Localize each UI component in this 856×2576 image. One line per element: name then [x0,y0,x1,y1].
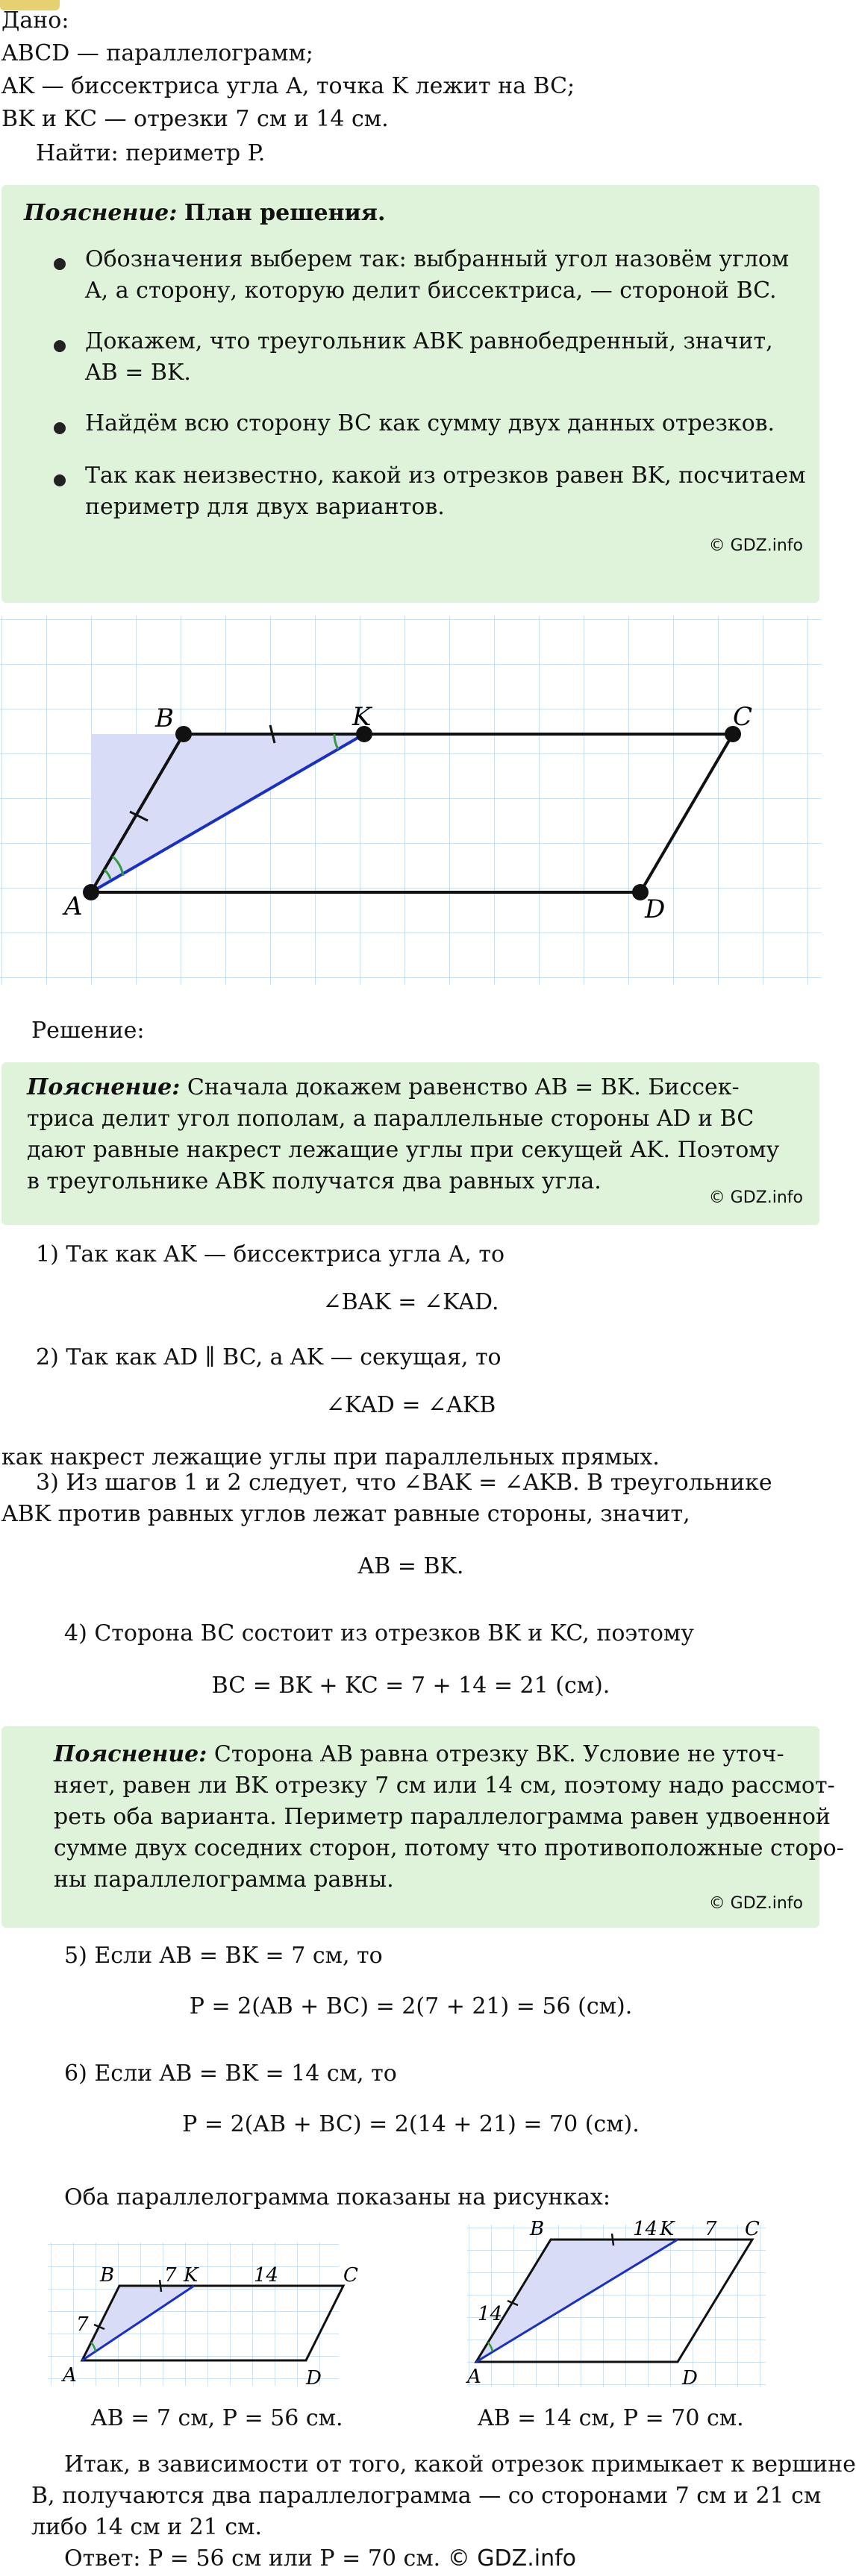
note2-line-3: реть оба варианта. Периметр параллелограмма равен удвоенной [54,1804,831,1830]
step-3b: ABK против равных углов лежат равные стороны, значит, [1,1501,690,1527]
plan-bullet-4a: Так как неизвестно, какой из отрезков равен BK, посчитаем [85,463,806,489]
given-line-2: AK — биссектриса угла A, точка K лежит на BC; [1,73,575,99]
plan-bullet-3: Найдём всю сторону BC как сумму двух данных отрезков. [85,410,775,436]
note2-text-1: Сторона AB равна отрезку BK. Условие не уточ- [213,1741,784,1767]
label-k: K [660,2218,675,2240]
label-c: C [343,2264,358,2287]
plan-bullet-4b: периметр для двух вариантов. [85,494,445,520]
note2-header: Пояснение: [54,1741,207,1767]
step-5-eq: P = 2(AB + BC) = 2(7 + 21) = 56 (см). [189,1993,633,2019]
right-figure-caption: AB = 14 см, P = 70 см. [478,2405,744,2431]
note2-copyright: © GDZ.info [708,1894,803,1913]
main-parallelogram-figure [0,616,822,985]
step-4: 4) Сторона BC состоит из отрезков BK и KC, поэтому [64,1620,694,1646]
label-c: C [733,702,753,732]
step-6-eq: P = 2(AB + BC) = 2(14 + 21) = 70 (см). [182,2111,640,2137]
note1-copyright: © GDZ.info [708,1188,803,1207]
step-2-eq: ∠KAD = ∠AKB [325,1392,496,1418]
note1-line-2: триса делит угол пополам, а параллельные стороны AD и BC [27,1106,755,1132]
bullet-dot [54,340,66,352]
step-6: 6) Если AB = BK = 14 см, то [64,2061,397,2087]
note1-box [1,1062,819,1225]
step-2: 2) Так как AD ∥ BC, а AK — секущая, то [36,1344,502,1370]
step-3a: 3) Из шагов 1 и 2 следует, что ∠BAK = ∠AKB. В треугольнике [36,1470,772,1496]
left-figure-caption: AB = 7 см, P = 56 см. [91,2405,343,2431]
note1-line-4: в треугольнике ABK получатся два равных угла. [27,1168,602,1194]
label-k: K [184,2264,199,2287]
label-d: D [682,2367,698,2389]
note1-line-1 [27,1071,740,1104]
answer-line [64,2542,576,2575]
find-line: Найти: периметр P. [36,140,266,166]
label-a: A [467,2366,481,2388]
bullet-dot [54,258,66,270]
step-1-eq: ∠BAK = ∠KAD. [322,1289,499,1315]
step-3-eq: AB = BK. [357,1553,464,1579]
label-k: K [352,702,372,732]
step-5: 5) Если AB = BK = 7 см, то [64,1943,383,1969]
plan-header-label: Пояснение: [24,200,178,226]
label-b: B [530,2218,545,2240]
given-line-3: BK и KC — отрезки 7 см и 14 см. [1,106,389,132]
conclusion-line-1: Итак, в зависимости от того, какой отрезок примыкает к вершине [64,2451,856,2478]
note2-line-1 [54,1738,784,1771]
note2-line-5: ны параллелограмма равны. [54,1867,394,1893]
right-parallelogram-figure [467,2218,766,2389]
step-1: 1) Так как AK — биссектриса угла A, то [36,1241,505,1267]
note1-header: Пояснение: [27,1074,181,1100]
note2-box [1,1726,844,1928]
left-parallelogram-figure [48,2243,358,2389]
label-d: D [306,2367,322,2389]
answer-copyright: © GDZ.info [447,2545,577,2572]
label-kc: 7 [705,2218,717,2240]
point-a [83,884,99,900]
label-a: A [63,2364,77,2387]
label-c: C [745,2218,760,2240]
label-b: B [155,703,174,733]
answer-text: Ответ: P = 56 см или P = 70 см. [64,2545,441,2572]
label-bk: 14 [633,2218,658,2240]
label-bk: 7 [164,2264,177,2287]
bullet-dot [54,474,66,486]
label-d: D [645,894,666,924]
bullet-dot [54,422,66,434]
plan-box [1,185,819,603]
label-kc: 14 [254,2264,279,2287]
plan-bullet-2b: AB = BK. [85,360,191,386]
step-2-tail: как накрест лежащие углы при параллельных прямых. [1,1444,660,1470]
note1-line-3: дают равные накрест лежащие углы при секущей AK. Поэтому [27,1137,780,1163]
conclusion-line-2: B, получаются два параллелограмма — со сторонами 7 см и 21 см [31,2483,822,2509]
label-ab: 14 [478,2303,503,2325]
conclusion-line-3: либо 14 см и 21 см. [31,2514,263,2540]
plan-header [24,197,385,230]
label-b: B [100,2264,115,2287]
plan-bullet-1b: A, а сторону, которую делит биссектриса, — стороной BC. [85,278,777,304]
note1-text-1: Сначала докажем равенство AB = BK. Биссек- [187,1074,740,1100]
note2-line-2: няет, равен ли BK отрезку 7 см или 14 см, поэтому надо рассмот- [54,1773,835,1799]
note2-line-4: сумме двух соседних сторон, потому что противоположные сторо- [54,1835,844,1861]
plan-bullet-2a: Докажем, что треугольник ABK равнобедренный, значит, [85,328,773,354]
solution-title: Решение: [31,1018,145,1044]
plan-bullet-1a: Обозначения выберем так: выбранный угол назовём углом [85,246,790,272]
point-b [175,726,192,742]
given-line-1: ABCD — параллелограмм; [1,40,313,66]
given-title: Дано: [1,7,69,34]
plan-copyright: © GDZ.info [708,536,803,555]
plan-title: План решения. [184,200,386,226]
step-4-eq: BC = BK + KC = 7 + 14 = 21 (см). [211,1673,610,1699]
label-ab: 7 [76,2313,89,2336]
label-a: A [64,891,83,921]
both-figures-caption: Оба параллелограмма показаны на рисунках: [64,2184,611,2210]
